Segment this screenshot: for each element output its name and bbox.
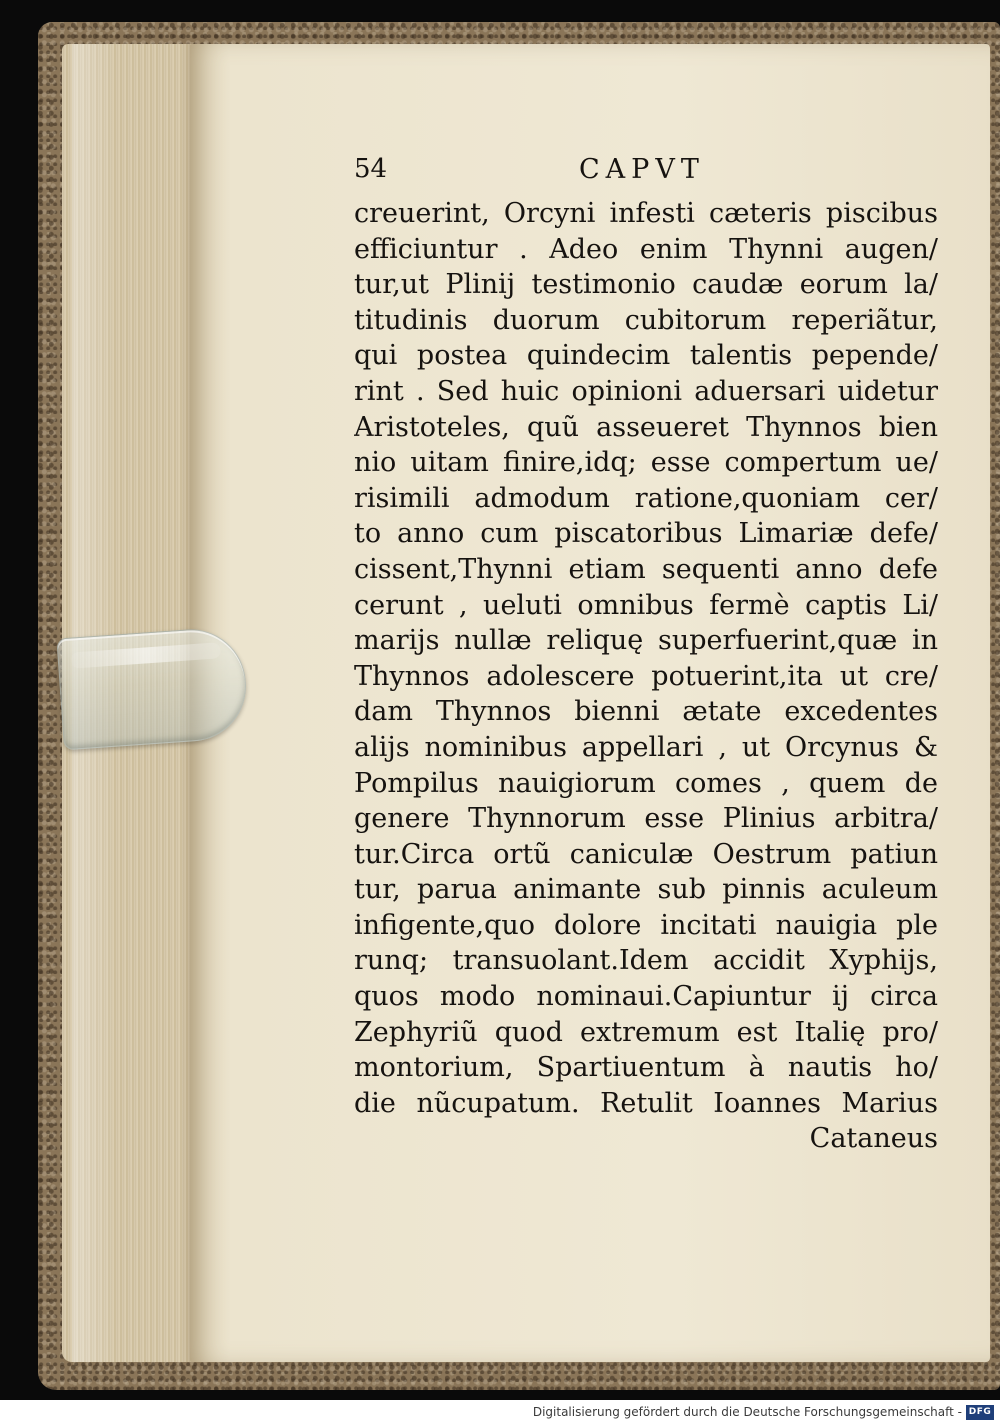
text-line: qui postea quindecim talentis pepende/ (354, 340, 938, 372)
footer-bar (0, 1400, 1000, 1426)
text-line: rint . Sed huic opinioni aduersari uidetur (354, 375, 938, 407)
text-line: efficiuntur . Adeo enim Thynni augen/ (354, 233, 938, 265)
page-number: 54 (354, 154, 388, 184)
body-text (354, 196, 948, 1157)
text-line: to anno cum piscatoribus Limariæ defe/ (354, 518, 938, 550)
text-line: cerunt , ueluti omnibus fermè captis Li/ (354, 589, 938, 621)
text-line: runq; transuolant.Idem accidit Xyphijs, (354, 945, 938, 977)
text-line: cissent,Thynni etiam sequenti anno defe (354, 553, 938, 585)
text-line: genere Thynnorum esse Plinius arbitra/ (354, 803, 938, 835)
text-line: marijs nullæ reliquę superfuerint,quæ in (354, 625, 938, 657)
page-text-block (354, 150, 948, 1157)
text-line: Pompilus nauigiorum comes , quem de (354, 767, 938, 799)
catchword: Cataneus (809, 1123, 938, 1155)
running-head (354, 150, 948, 196)
glass-page-holder (56, 626, 249, 751)
text-line: Thynnos adolescere potuerint,ita ut cre/ (354, 660, 938, 692)
text-line: tur, parua animante sub pinnis aculeum (354, 874, 938, 906)
text-line: risimili admodum ratione,quoniam cer/ (354, 482, 938, 514)
running-head-title: CAPVT (579, 154, 705, 185)
text-line: quos modo nominaui.Capiuntur ij circa (354, 981, 938, 1013)
text-line: tur.Circa ortũ caniculæ Oestrum patiun (354, 838, 938, 870)
text-line: montorium, Spartiuentum à nautis ho/ (354, 1052, 938, 1084)
dfg-logo-icon: DFG (966, 1405, 994, 1420)
text-line: infigente,quo dolore incitati nauigia ple (354, 909, 938, 941)
funding-credit: Digitalisierung gefördert durch die Deutsche Forschungsgemeinschaft - (532, 1405, 962, 1419)
text-line: titudinis duorum cubitorum reperiãtur, (354, 304, 938, 336)
text-line: creuerint, Orcyni infesti cæteris piscibus (354, 198, 938, 229)
text-line: Aristoteles, quũ asseueret Thynnos bien (354, 411, 938, 443)
text-line: Zephyriũ quod extremum est Italię pro/ (354, 1016, 938, 1048)
text-line: nio uitam finire,idq; esse compertum ue/ (354, 447, 938, 479)
text-line: alijs nominibus appellari , ut Orcynus & (354, 731, 938, 763)
text-line: tur,ut Plinij testimonio caudæ eorum la/ (354, 269, 938, 301)
text-line: dam Thynnos bienni ætate excedentes (354, 696, 938, 728)
text-line: die nũcupatum. Retulit Ioannes Marius (354, 1087, 938, 1119)
